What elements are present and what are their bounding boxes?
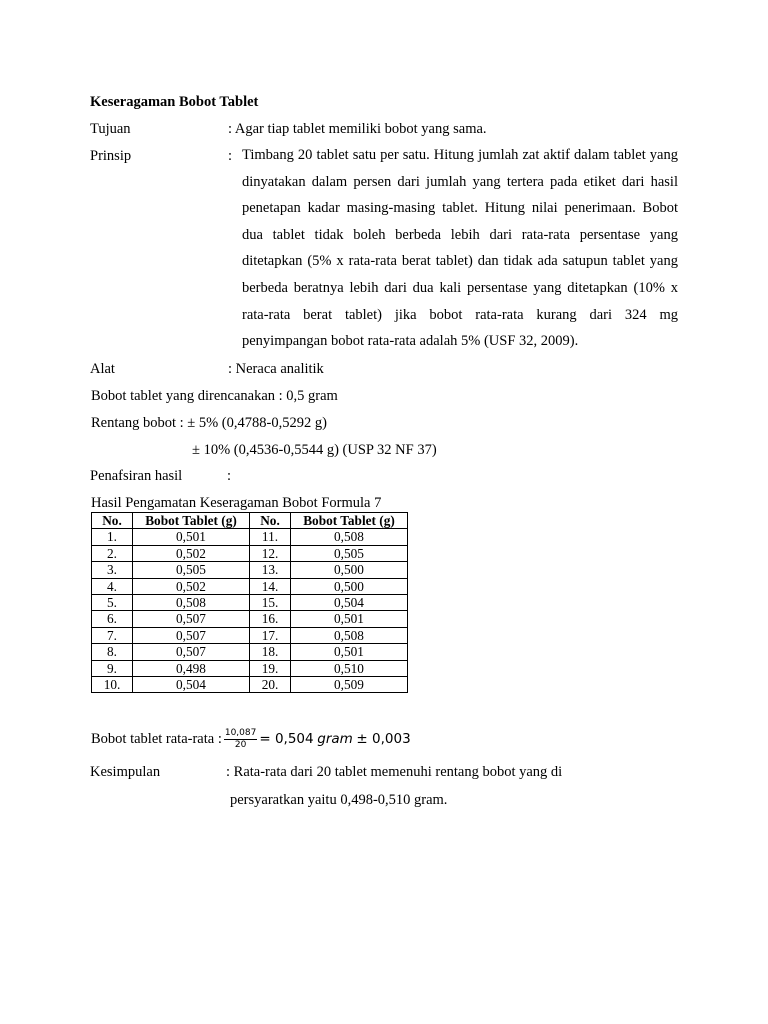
table-header-row [92, 513, 408, 529]
prinsip-colon: : [228, 148, 233, 164]
row-no: 17. [250, 627, 291, 643]
table-row [92, 562, 408, 578]
table-row [92, 677, 408, 693]
prinsip-text: Timbang 20 tablet satu per satu. Hitung jumlah zat aktif dalam tablet yang dinyatakan dalam persen dari jumlah yang tertera pada etiket dari hasil penetapan kadar masing-masing tablet. Hitung nilai penerimaan. Bobot dua tablet tidak boleh berbeda lebih dari rata-rata persentase yang ditetapkan (5% x rata-rata berat tablet) dan tidak ada satupun tablet yang berbeda beratnya lebih dari dua kali persentase yang ditetapkan (10% x rata-rata berat tablet) jika bobot rata-rata kurang dari 324 mg penyimpangan bobot rata-rata adalah 5% (USF 32, 2009). [242, 147, 678, 350]
table-row [92, 611, 408, 627]
alat-value: : Neraca analitik [228, 361, 324, 377]
row-bobot: 0,507 [133, 644, 250, 660]
penafsiran-colon: : [227, 468, 232, 484]
row-no: 15. [250, 595, 291, 611]
header-no: No. [250, 513, 291, 529]
fraction-denominator: 20 [234, 740, 247, 751]
rata-rata-colon: : [217, 731, 222, 747]
header-no: No. [92, 513, 133, 529]
fraction-numerator: 10,087 [224, 728, 257, 739]
rentang-bobot-5: Rentang bobot : ± 5% (0,4788-0,5292 g) [91, 415, 327, 431]
row-bobot: 0,498 [133, 660, 250, 676]
row-no: 13. [250, 562, 291, 578]
row-no: 14. [250, 578, 291, 594]
kesimpulan-line1: : Rata-rata dari 20 tablet memenuhi rentang bobot yang di [226, 764, 563, 780]
kesimpulan-label: Kesimpulan [90, 764, 161, 780]
row-bobot: 0,508 [133, 595, 250, 611]
penafsiran-label: Penafsiran hasil [90, 468, 183, 484]
header-bobot: Bobot Tablet (g) [133, 513, 250, 529]
row-bobot: 0,500 [291, 562, 408, 578]
table-caption: Hasil Pengamatan Keseragaman Bobot Formula 7 [91, 495, 382, 511]
table-row [92, 627, 408, 643]
table-row [92, 545, 408, 561]
rata-rata-pm: ± 0,003 [356, 731, 411, 747]
rata-rata-equals: = 0,504 [259, 731, 314, 747]
row-bobot: 0,507 [133, 627, 250, 643]
row-bobot: 0,504 [133, 677, 250, 693]
row-bobot: 0,507 [133, 611, 250, 627]
row-bobot: 0,501 [291, 611, 408, 627]
row-bobot: 0,508 [291, 529, 408, 545]
row-no: 8. [92, 644, 133, 660]
row-bobot: 0,510 [291, 660, 408, 676]
row-no: 9. [92, 660, 133, 676]
page-title: Keseragaman Bobot Tablet [90, 94, 259, 110]
tujuan-label: Tujuan [90, 121, 131, 137]
weight-table [91, 512, 408, 693]
rata-rata-line [91, 726, 411, 752]
row-bobot: 0,502 [133, 545, 250, 561]
prinsip-label: Prinsip [90, 148, 132, 164]
row-no: 2. [92, 545, 133, 561]
row-no: 6. [92, 611, 133, 627]
header-bobot: Bobot Tablet (g) [291, 513, 408, 529]
row-bobot: 0,508 [291, 627, 408, 643]
row-no: 4. [92, 578, 133, 594]
row-no: 16. [250, 611, 291, 627]
row-no: 11. [250, 529, 291, 545]
tujuan-value: : Agar tiap tablet memiliki bobot yang sama. [228, 121, 487, 137]
row-no: 20. [250, 677, 291, 693]
row-no: 7. [92, 627, 133, 643]
row-no: 5. [92, 595, 133, 611]
rentang-bobot-10: ± 10% (0,4536-0,5544 g) (USP 32 NF 37) [192, 442, 437, 458]
row-no: 19. [250, 660, 291, 676]
row-no: 10. [92, 677, 133, 693]
row-bobot: 0,502 [133, 578, 250, 594]
row-no: 12. [250, 545, 291, 561]
kesimpulan-line2: persyaratkan yaitu 0,498-0,510 gram. [230, 792, 448, 808]
row-no: 18. [250, 644, 291, 660]
row-bobot: 0,505 [291, 545, 408, 561]
alat-label: Alat [90, 361, 115, 377]
row-bobot: 0,504 [291, 595, 408, 611]
row-no: 1. [92, 529, 133, 545]
rata-rata-label: Bobot tablet rata-rata [91, 731, 215, 747]
row-bobot: 0,501 [133, 529, 250, 545]
table-row [92, 660, 408, 676]
row-bobot: 0,500 [291, 578, 408, 594]
table-row [92, 578, 408, 594]
rata-rata-fraction [224, 728, 258, 751]
row-bobot: 0,501 [291, 644, 408, 660]
row-bobot: 0,509 [291, 677, 408, 693]
table-row [92, 595, 408, 611]
row-bobot: 0,505 [133, 562, 250, 578]
table-row [92, 529, 408, 545]
bobot-direncanakan: Bobot tablet yang direncanakan : 0,5 gram [91, 388, 338, 404]
row-no: 3. [92, 562, 133, 578]
rata-rata-unit: gram [317, 731, 353, 747]
table-row [92, 644, 408, 660]
